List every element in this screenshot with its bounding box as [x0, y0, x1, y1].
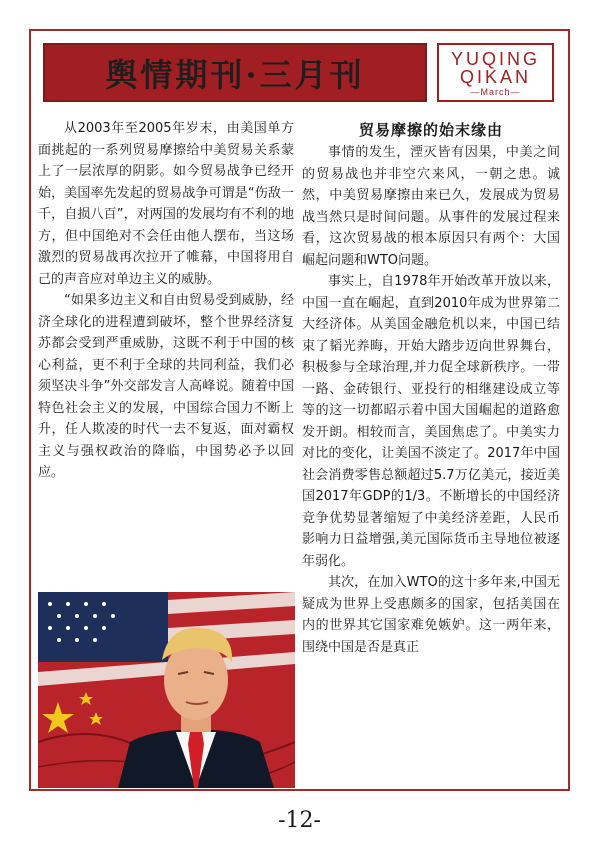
page-title: 舆情期刊·三月刊	[105, 55, 365, 94]
right-column	[302, 118, 560, 658]
page-number: -12-	[278, 808, 321, 833]
left-column	[38, 118, 294, 484]
right-paragraph: 其次，在加入WTO的这十多年来,中国无疑成为世界上受惠颇多的国家，包括美国在内的世界其它国家难免嫉妒。这一两年来，围绕中国是否是真正	[302, 575, 560, 655]
left-paragraph: 从2003年至2005年岁末，由美国单方面挑起的一系列贸易摩擦给中美贸易关系蒙上了一层浓厚的阴影。如今贸易战争已经开始，美国率先发起的贸易战争可谓是“伤敌一千，自损八百”，对两国的发展均有不利的地方，但中国绝对不会任由他人摆布，当这场激烈的贸易战再次拉开了帷幕，中国将用自己的声音应对单边主义的威胁。	[38, 121, 294, 287]
section-heading: 贸易摩擦的始末缘由	[358, 121, 503, 139]
logo-line-1: YUQING	[450, 49, 540, 69]
logo-line-2: QIKAN	[459, 67, 531, 87]
title-banner	[43, 43, 427, 102]
logo-line-3: —March—	[470, 87, 521, 97]
right-paragraph: 事实上，自1978年开始改革开放以来，中国一直在崛起，直到2010年成为世界第二大经济体。从美国金融危机以来，中国已结束了韬光养晦，开始大踏步迈向世界舞台，积极参与全球治理,并力促全球新秩序。一带一路、金砖银行、亚投行的相继建设成立等等的这一切都昭示着中国大国崛起的道路愈发开朗。相较而言，美国焦虑了。中美实力对比的变化，让美国不淡定了。2017年中国社会消费零售总额超过5.7万亿美元，接近美国2017年GDP的1/3。不断增长的中国经济竞争优势显著缩短了中美经济差距，人民币影响力日益增强,美元国际货币主导地位被逐年弱化。	[302, 274, 560, 569]
left-paragraph: “如果多边主义和自由贸易受到威胁，经济全球化的进程遭到破坏，整个世界经济复苏都会受到严重威胁，这既不利于中国的核心利益，更不利于全球的共同利益，我们必须坚决斗争”外交部发言人高峰说。随着中国特色社会主义的发展，中国综合国力不断上升，任人欺凌的时代一去不复返，面对霸权主义与强权政治的降临，中国势必予以回应。	[38, 293, 294, 480]
trump-flags-photo	[38, 592, 295, 788]
right-paragraph: 事情的发生，湮灭皆有因果，中美之间的贸易战也并非空穴来风，一朝之患。诚然，中美贸易摩擦由来已久，发展成为贸易战当然只是时间问题。从事件的发展过程来看，这次贸易战的根本原因只有两个：大国崛起问题和WTO问题。	[302, 145, 560, 268]
journal-logo	[437, 43, 554, 102]
